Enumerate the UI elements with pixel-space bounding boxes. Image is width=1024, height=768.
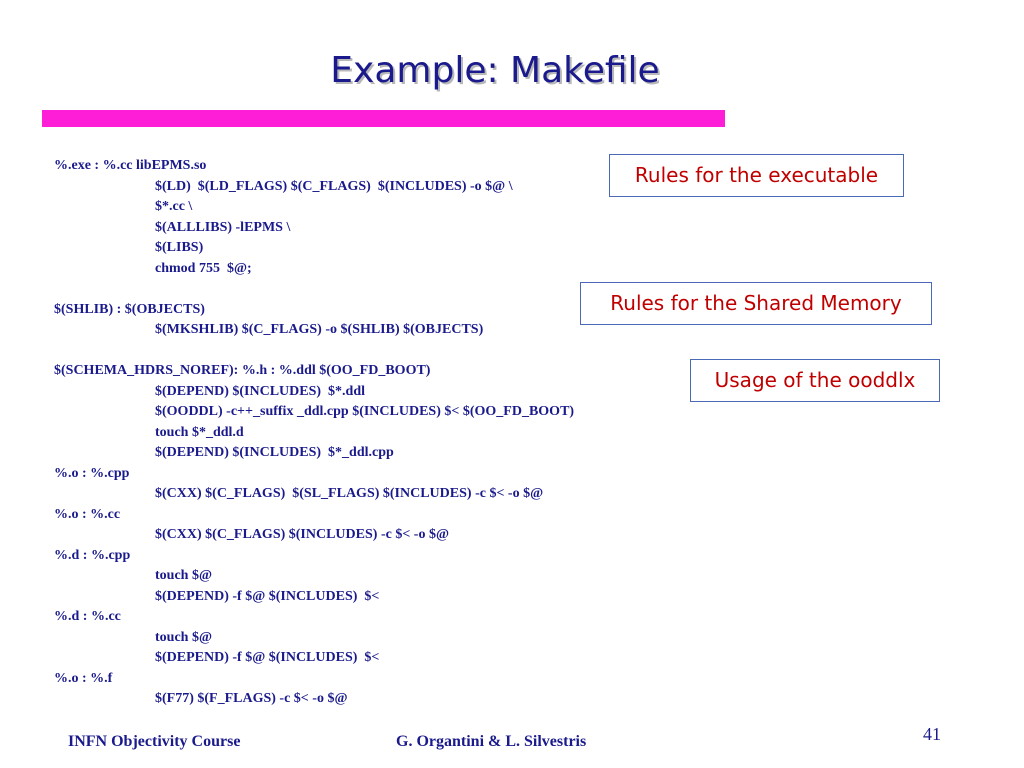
code-line: %.o : %.cc — [54, 506, 121, 522]
code-line: %.d : %.cpp — [54, 547, 131, 563]
code-line: $(ALLLIBS) -lEPMS \ — [155, 219, 291, 235]
code-line: $(DEPEND) -f $@ $(INCLUDES) $< — [155, 588, 380, 604]
code-line: touch $*_ddl.d — [155, 424, 244, 440]
title-underline-bar — [42, 110, 725, 127]
code-line: %.o : %.f — [54, 670, 113, 686]
code-line: $(SHLIB) : $(OBJECTS) — [54, 301, 205, 317]
code-line: $(OODDL) -c++_suffix _ddl.cpp $(INCLUDES) $< $(OO_FD_BOOT) — [155, 404, 575, 419]
callout-rules-executable: Rules for the executable — [609, 154, 904, 197]
code-line: touch $@ — [155, 629, 212, 645]
code-line: $(CXX) $(C_FLAGS) $(SL_FLAGS) $(INCLUDES) -c $< -o $@ — [155, 486, 544, 501]
callout-usage-ooddlx: Usage of the ooddlx — [690, 359, 940, 402]
code-line — [54, 341, 694, 362]
code-line: %.exe : %.cc libEPMS.so — [54, 158, 207, 173]
callout-rules-shared-memory: Rules for the Shared Memory — [580, 282, 932, 325]
footer-course-name: INFN Objectivity Course — [68, 733, 241, 750]
code-line: $(F77) $(F_FLAGS) -c $< -o $@ — [155, 691, 348, 706]
code-line: $(LIBS) — [155, 240, 204, 255]
code-line: $*.cc \ — [155, 199, 193, 214]
code-line: touch $@ — [155, 568, 212, 583]
code-line: chmod 755 $@; — [155, 260, 252, 276]
code-line: $(DEPEND) $(INCLUDES) $*.ddl — [155, 383, 366, 399]
footer-authors: G. Organtini & L. Silvestris — [396, 733, 587, 750]
code-line: %.d : %.cc — [54, 609, 121, 624]
code-line: $(MKSHLIB) $(C_FLAGS) -o $(SHLIB) $(OBJECTS) — [155, 322, 484, 337]
code-line: $(DEPEND) -f $@ $(INCLUDES) $< — [155, 650, 380, 665]
makefile-code-block — [54, 156, 694, 710]
code-line: %.o : %.cpp — [54, 465, 130, 481]
code-line: $(DEPEND) $(INCLUDES) $*_ddl.cpp — [155, 445, 394, 460]
page-number: 41 — [923, 724, 941, 744]
code-line: $(LD) $(LD_FLAGS) $(C_FLAGS) $(INCLUDES) -o $@ \ — [155, 178, 513, 194]
slide-title: Example: Makefile — [330, 50, 660, 91]
code-line: $(SCHEMA_HDRS_NOREF): %.h : %.ddl $(OO_FD_BOOT) — [54, 363, 431, 378]
code-line: $(CXX) $(C_FLAGS) $(INCLUDES) -c $< -o $@ — [155, 527, 449, 542]
